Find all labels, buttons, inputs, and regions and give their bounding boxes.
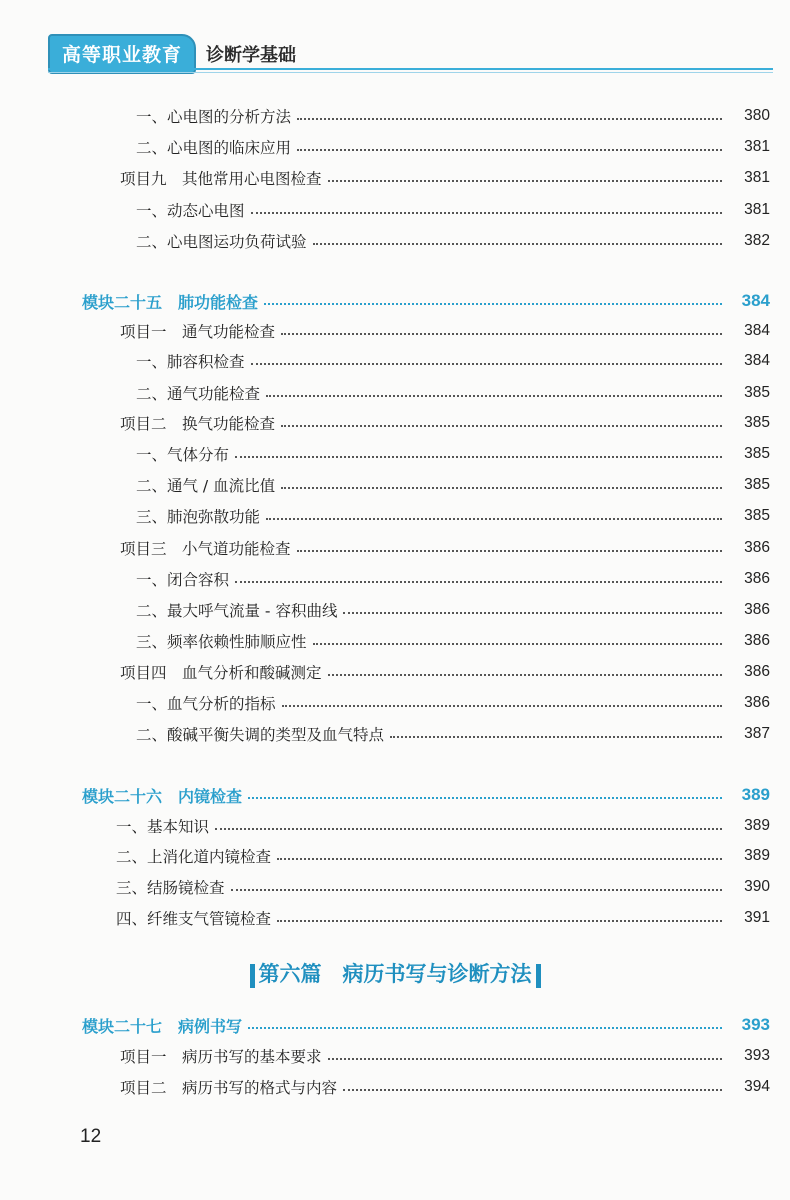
toc-entry-label: 项目二 病历书写的格式与内容 xyxy=(120,1079,338,1097)
dot-leader xyxy=(390,736,722,738)
toc-entry-page: 384 xyxy=(744,322,770,339)
page-number: 12 xyxy=(80,1126,102,1147)
part-title xyxy=(0,958,790,988)
toc-entry-label: 一、血气分析的指标 xyxy=(136,695,276,713)
toc-entry-label: 三、结肠镜检查 xyxy=(116,879,225,897)
toc-entry-label: 一、气体分布 xyxy=(136,446,230,464)
toc-entry-label: 二、心电图运功负荷试验 xyxy=(136,233,307,251)
toc-entry xyxy=(120,318,770,344)
book-title: 诊断学基础 xyxy=(206,45,297,66)
toc-entry xyxy=(136,628,770,654)
toc-entry-page: 386 xyxy=(744,601,770,618)
dot-leader xyxy=(313,243,722,245)
toc-entry xyxy=(136,597,770,623)
toc-module-entry xyxy=(82,1012,770,1038)
toc-entry-label: 三、频率依赖性肺顺应性 xyxy=(136,633,307,651)
toc-entry xyxy=(136,348,770,374)
toc-entry-page: 386 xyxy=(744,663,770,680)
dot-leader xyxy=(281,333,722,335)
toc-entry-label: 项目二 换气功能检查 xyxy=(120,415,276,433)
dot-leader xyxy=(277,920,722,922)
toc-entry-page: 389 xyxy=(741,785,770,804)
toc-entry-label: 项目一 病历书写的基本要求 xyxy=(120,1048,322,1066)
dot-leader xyxy=(297,118,722,120)
dot-leader xyxy=(251,212,722,214)
toc-entry-page: 389 xyxy=(744,817,770,834)
toc-entry xyxy=(116,874,770,900)
toc-entry xyxy=(116,843,770,869)
dot-leader xyxy=(328,1058,722,1060)
toc-entry xyxy=(136,472,770,498)
toc-entry-label: 一、闭合容积 xyxy=(136,571,230,589)
dot-leader xyxy=(231,889,722,891)
dot-leader xyxy=(297,149,722,151)
toc-entry-label: 模块二十七 病例书写 xyxy=(82,1016,243,1036)
toc-entry-label: 模块二十六 内镜检查 xyxy=(82,786,243,806)
toc-entry-page: 393 xyxy=(744,1047,770,1064)
toc-entry xyxy=(120,659,770,685)
dot-leader xyxy=(343,612,722,614)
toc-entry xyxy=(136,503,770,529)
dot-leader xyxy=(282,705,722,707)
toc-entry-page: 386 xyxy=(744,694,770,711)
series-badge: 高等职业教育 xyxy=(48,34,196,74)
dot-leader xyxy=(251,363,722,365)
dot-leader xyxy=(277,858,722,860)
dot-leader xyxy=(215,828,722,830)
toc-entry-page: 385 xyxy=(744,414,770,431)
toc-entry-page: 381 xyxy=(744,169,770,186)
toc-entry-label: 项目一 通气功能检查 xyxy=(120,323,276,341)
toc-entry-label: 四、纤维支气管镜检查 xyxy=(116,910,272,928)
toc-entry xyxy=(120,410,770,436)
toc-entry xyxy=(136,721,770,747)
toc-entry-label: 二、最大呼气流量 - 容积曲线 xyxy=(136,602,338,620)
toc-entry-page: 386 xyxy=(744,632,770,649)
dot-leader xyxy=(281,425,722,427)
toc-entry xyxy=(136,690,770,716)
toc-module-entry xyxy=(82,288,770,314)
dot-leader xyxy=(266,395,722,397)
toc-entry-page: 384 xyxy=(744,352,770,369)
dot-leader xyxy=(235,581,722,583)
toc-entry-label: 一、心电图的分析方法 xyxy=(136,108,292,126)
part-title-left-bar xyxy=(250,964,255,988)
toc-entry-label: 一、动态心电图 xyxy=(136,202,245,220)
toc-entry-page: 386 xyxy=(744,570,770,587)
toc-entry-label: 二、通气功能检查 xyxy=(136,385,261,403)
toc-entry xyxy=(120,165,770,191)
toc-entry xyxy=(136,228,770,254)
toc-entry-page: 381 xyxy=(744,138,770,155)
dot-leader xyxy=(313,643,722,645)
toc-entry-label: 二、心电图的临床应用 xyxy=(136,139,292,157)
toc-entry-label: 项目四 血气分析和酸碱测定 xyxy=(120,664,322,682)
dot-leader xyxy=(248,1027,722,1029)
part-title-text: 第六篇 病历书写与诊断方法 xyxy=(258,961,532,986)
toc-entry-page: 384 xyxy=(741,291,770,310)
toc-entry-label: 三、肺泡弥散功能 xyxy=(136,508,261,526)
dot-leader xyxy=(248,797,722,799)
toc-entry-label: 二、上消化道内镜检查 xyxy=(116,848,272,866)
toc-entry-page: 386 xyxy=(744,539,770,556)
toc-entry-label: 一、基本知识 xyxy=(116,818,210,836)
dot-leader xyxy=(343,1089,722,1091)
toc-entry-page: 385 xyxy=(744,507,770,524)
toc-entry-label: 项目九 其他常用心电图检查 xyxy=(120,170,322,188)
toc-entry xyxy=(120,1074,770,1100)
toc-entry xyxy=(136,441,770,467)
toc-entry xyxy=(116,813,770,839)
toc-entry-page: 385 xyxy=(744,445,770,462)
dot-leader xyxy=(266,518,722,520)
toc-entry-label: 二、酸碱平衡失调的类型及血气特点 xyxy=(136,726,385,744)
toc-entry xyxy=(136,197,770,223)
dot-leader xyxy=(297,550,722,552)
toc-entry xyxy=(136,103,770,129)
toc-entry-page: 381 xyxy=(744,201,770,218)
toc-entry-label: 模块二十五 肺功能检查 xyxy=(82,292,259,312)
toc-entry xyxy=(120,1043,770,1069)
dot-leader xyxy=(235,456,722,458)
dot-leader xyxy=(281,487,722,489)
toc-entry-label: 二、通气 / 血流比值 xyxy=(136,477,276,495)
toc-entry-page: 382 xyxy=(744,232,770,249)
toc-entry xyxy=(136,566,770,592)
toc-entry-page: 380 xyxy=(744,107,770,124)
toc-entry-page: 387 xyxy=(744,725,770,742)
toc-entry-page: 394 xyxy=(744,1078,770,1095)
toc-entry-label: 一、肺容积检查 xyxy=(136,353,245,371)
dot-leader xyxy=(328,180,722,182)
toc-module-entry xyxy=(82,782,770,808)
toc-entry-page: 391 xyxy=(744,909,770,926)
dot-leader xyxy=(264,303,722,305)
toc-entry-page: 385 xyxy=(744,476,770,493)
toc-entry-label: 项目三 小气道功能检查 xyxy=(120,540,291,558)
dot-leader xyxy=(328,674,722,676)
toc-entry xyxy=(116,905,770,931)
toc-entry xyxy=(136,380,770,406)
toc-entry-page: 385 xyxy=(744,384,770,401)
toc-entry xyxy=(120,535,770,561)
toc-entry-page: 389 xyxy=(744,847,770,864)
part-title-right-bar xyxy=(536,964,541,988)
toc-entry-page: 390 xyxy=(744,878,770,895)
toc-entry-page: 393 xyxy=(741,1015,770,1034)
toc-entry xyxy=(136,134,770,160)
